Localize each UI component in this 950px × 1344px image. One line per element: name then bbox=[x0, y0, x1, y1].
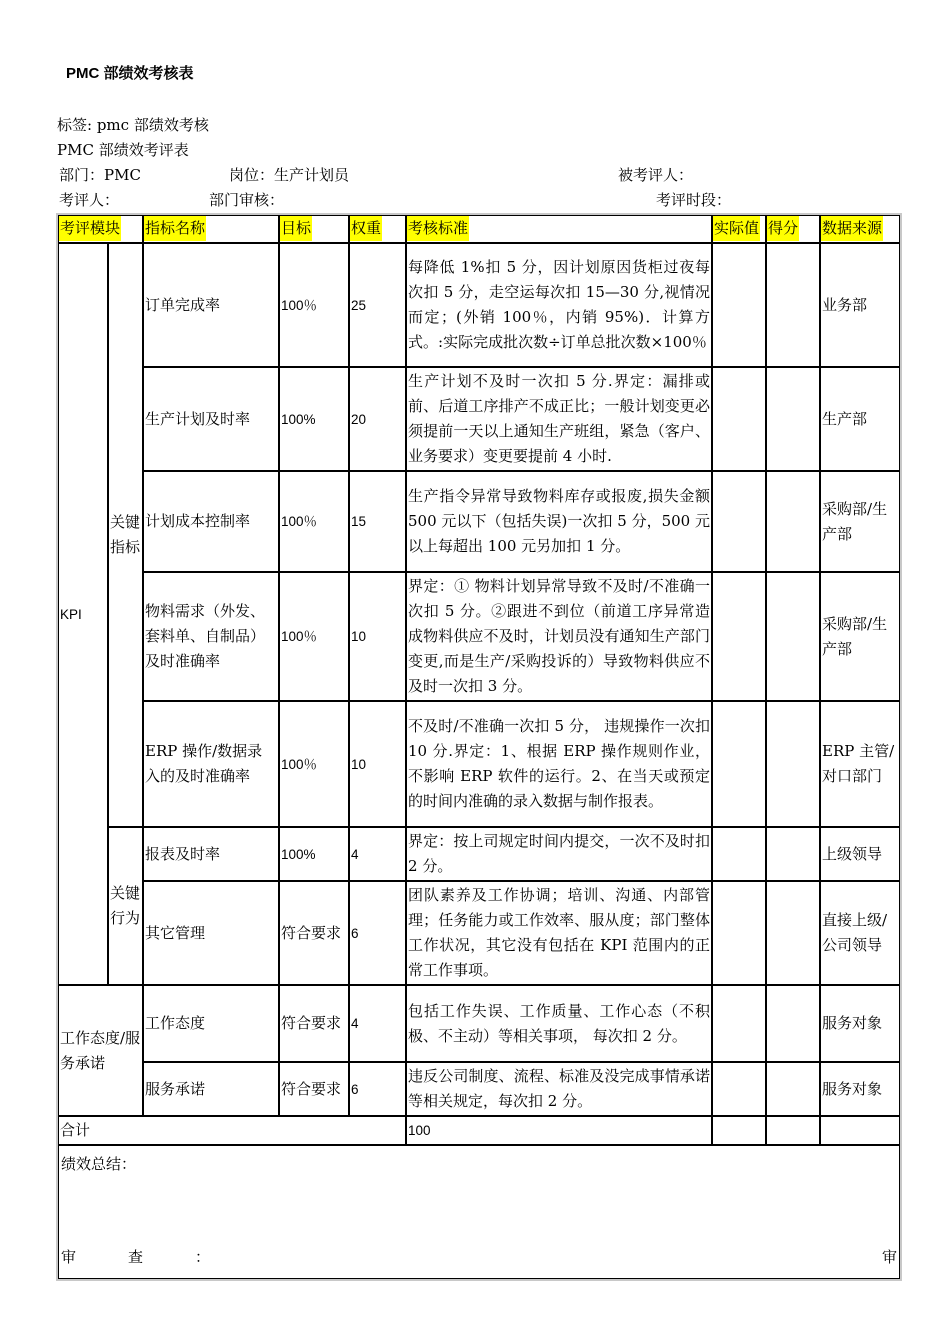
score-cell bbox=[766, 572, 820, 701]
actual-cell bbox=[712, 471, 766, 572]
source-text: 采购部/生产部 bbox=[820, 572, 900, 701]
dept-review-field: 部门审核： bbox=[209, 191, 285, 209]
header-module: 考评模块 bbox=[58, 215, 143, 243]
target-value: 100% bbox=[279, 827, 349, 881]
review-char-a: 审 bbox=[61, 1248, 77, 1266]
standard-text: 界定：按上司规定时间内提交，一次不及时扣 2 分。 bbox=[406, 827, 712, 881]
review-char-c: ： bbox=[195, 1248, 211, 1266]
source-text: 生产部 bbox=[820, 367, 900, 471]
source-text: 服务对象 bbox=[820, 985, 900, 1062]
source-text: 直接上级/公司领导 bbox=[820, 881, 900, 985]
standard-text: 包括工作失误、工作质量、工作心态（不积极、不主动）等相关事项， 每次扣 2 分。 bbox=[406, 985, 712, 1062]
table-row bbox=[58, 243, 900, 367]
source-text: ERP 主管/对口部门 bbox=[820, 701, 900, 827]
indicator-name: 服务承诺 bbox=[143, 1062, 279, 1116]
total-score-cell bbox=[820, 1116, 900, 1145]
summary-cell bbox=[58, 1145, 900, 1279]
target-value: 符合要求 bbox=[279, 985, 349, 1062]
weight-value: 15 bbox=[349, 471, 406, 572]
form-subtitle: PMC 部绩效考评表 bbox=[57, 141, 189, 159]
summary-label: 绩效总结： bbox=[61, 1155, 137, 1173]
standard-text: 不及时/不准确一次扣 5 分， 违规操作一次扣 10 分.界定：1、根据 ERP 操作规则作业，不影响 ERP 软件的运行。2、在当天或预定的时间内准确的录入数据与制作报表。 bbox=[406, 701, 712, 827]
score-cell bbox=[766, 701, 820, 827]
position-field: 岗位：生产计划员 bbox=[229, 166, 350, 184]
actual-cell bbox=[712, 701, 766, 827]
target-value: 100％ bbox=[279, 701, 349, 827]
document-title: PMC 部绩效考核表 bbox=[66, 65, 194, 82]
actual-cell bbox=[712, 827, 766, 881]
standard-text: 界定：① 物料计划异常导致不及时/不准确一次扣 5 分。②跟进不到位（前道工序异常造成物料供应不及时，计划员没有通知生产部门变更,而是生产/采购投诉的）导致物料供应不及时一次扣 3 分。 bbox=[406, 572, 712, 701]
total-weight: 100 bbox=[406, 1116, 712, 1145]
header-weight: 权重 bbox=[349, 215, 406, 243]
standard-text: 每降低 1%扣 5 分，因计划原因货柜过夜每次扣 5 分，走空运每次扣 15—30 分,视情况而定；(外销 100％，内销 95%)．计算方式。:实际完成批次数÷订单总批次数×100％ bbox=[406, 243, 712, 367]
target-value: 符合要求 bbox=[279, 1062, 349, 1116]
actual-cell bbox=[712, 572, 766, 701]
score-cell bbox=[766, 243, 820, 367]
header-target: 目标 bbox=[279, 215, 349, 243]
indicator-name: 订单完成率 bbox=[143, 243, 279, 367]
kpi-module-cell: KPI bbox=[58, 243, 108, 985]
score-cell bbox=[766, 471, 820, 572]
header-indicator: 指标名称 bbox=[143, 215, 279, 243]
weight-value: 4 bbox=[349, 827, 406, 881]
actual-cell bbox=[712, 1062, 766, 1116]
weight-value: 10 bbox=[349, 572, 406, 701]
indicator-name: 计划成本控制率 bbox=[143, 471, 279, 572]
standard-text: 违反公司制度、流程、标准及没完成事情承诺等相关规定，每次扣 2 分。 bbox=[406, 1062, 712, 1116]
table-row bbox=[58, 881, 900, 985]
target-value: 100% bbox=[279, 367, 349, 471]
standard-text: 生产计划不及时一次扣 5 分.界定：漏排或前、后道工序排产不成正比；一般计划变更必须提前一天以上通知生产班组，紧急（客户、业务要求）变更要提前 4 小时. bbox=[406, 367, 712, 471]
weight-value: 4 bbox=[349, 985, 406, 1062]
score-cell bbox=[766, 367, 820, 471]
review-char-b: 查 bbox=[128, 1248, 144, 1266]
source-text: 采购部/生产部 bbox=[820, 471, 900, 572]
total-label: 合计 bbox=[58, 1116, 406, 1145]
target-value: 100％ bbox=[279, 243, 349, 367]
actual-cell bbox=[712, 243, 766, 367]
target-value: 100％ bbox=[279, 572, 349, 701]
actual-cell bbox=[712, 367, 766, 471]
source-text: 上级领导 bbox=[820, 827, 900, 881]
total-actual-cell bbox=[766, 1116, 820, 1145]
table-row bbox=[58, 985, 900, 1062]
standard-text: 团队素养及工作协调；培训、沟通、内部管理；任务能力或工作效率、服从度；部门整体工作状况，其它没有包括在 KPI 范围内的正常工作事项。 bbox=[406, 881, 712, 985]
score-cell bbox=[766, 827, 820, 881]
attitude-module-cell: 工作态度/服务承诺 bbox=[58, 985, 143, 1116]
table-row bbox=[58, 367, 900, 471]
weight-value: 20 bbox=[349, 367, 406, 471]
tags-line: 标签: pmc 部绩效考核 bbox=[57, 116, 209, 134]
score-cell bbox=[766, 881, 820, 985]
header-standard: 考核标准 bbox=[406, 215, 712, 243]
summary-row bbox=[58, 1145, 900, 1279]
weight-value: 6 bbox=[349, 881, 406, 985]
appraiser-field: 考评人： bbox=[59, 191, 120, 209]
score-cell bbox=[766, 1062, 820, 1116]
total-standard-cell bbox=[712, 1116, 766, 1145]
review-line bbox=[61, 1245, 897, 1270]
table-row bbox=[58, 471, 900, 572]
actual-cell bbox=[712, 881, 766, 985]
weight-value: 6 bbox=[349, 1062, 406, 1116]
key-indicators-cell: 关键指标 bbox=[108, 243, 143, 827]
table-row bbox=[58, 701, 900, 827]
table-header-row bbox=[58, 215, 900, 243]
period-field: 考评时段： bbox=[656, 191, 732, 209]
target-value: 符合要求 bbox=[279, 881, 349, 985]
key-behaviors-cell: 关键行为 bbox=[108, 827, 143, 985]
weight-value: 10 bbox=[349, 701, 406, 827]
table-row bbox=[58, 572, 900, 701]
header-source: 数据来源 bbox=[820, 215, 900, 243]
weight-value: 25 bbox=[349, 243, 406, 367]
standard-text: 生产指令异常导致物料库存或报废,损失金额 500 元以下（包括失误)一次扣 5 分，500 元以上每超出 100 元另加扣 1 分。 bbox=[406, 471, 712, 572]
review-char-d: 审 bbox=[882, 1248, 898, 1266]
source-text: 业务部 bbox=[820, 243, 900, 367]
source-text: 服务对象 bbox=[820, 1062, 900, 1116]
indicator-name: 生产计划及时率 bbox=[143, 367, 279, 471]
target-value: 100％ bbox=[279, 471, 349, 572]
indicator-name: 工作态度 bbox=[143, 985, 279, 1062]
header-score: 得分 bbox=[766, 215, 820, 243]
appraisee-field: 被考评人： bbox=[618, 166, 694, 184]
kpi-table bbox=[56, 213, 902, 1281]
indicator-name: 其它管理 bbox=[143, 881, 279, 985]
indicator-name: ERP 操作/数据录入的及时准确率 bbox=[143, 701, 279, 827]
department-field: 部门：PMC bbox=[59, 166, 141, 184]
actual-cell bbox=[712, 985, 766, 1062]
table-row bbox=[58, 827, 900, 881]
indicator-name: 物料需求（外发、套料单、自制品）及时准确率 bbox=[143, 572, 279, 701]
table-row bbox=[58, 1062, 900, 1116]
total-row bbox=[58, 1116, 900, 1145]
score-cell bbox=[766, 985, 820, 1062]
header-actual: 实际值 bbox=[712, 215, 766, 243]
indicator-name: 报表及时率 bbox=[143, 827, 279, 881]
